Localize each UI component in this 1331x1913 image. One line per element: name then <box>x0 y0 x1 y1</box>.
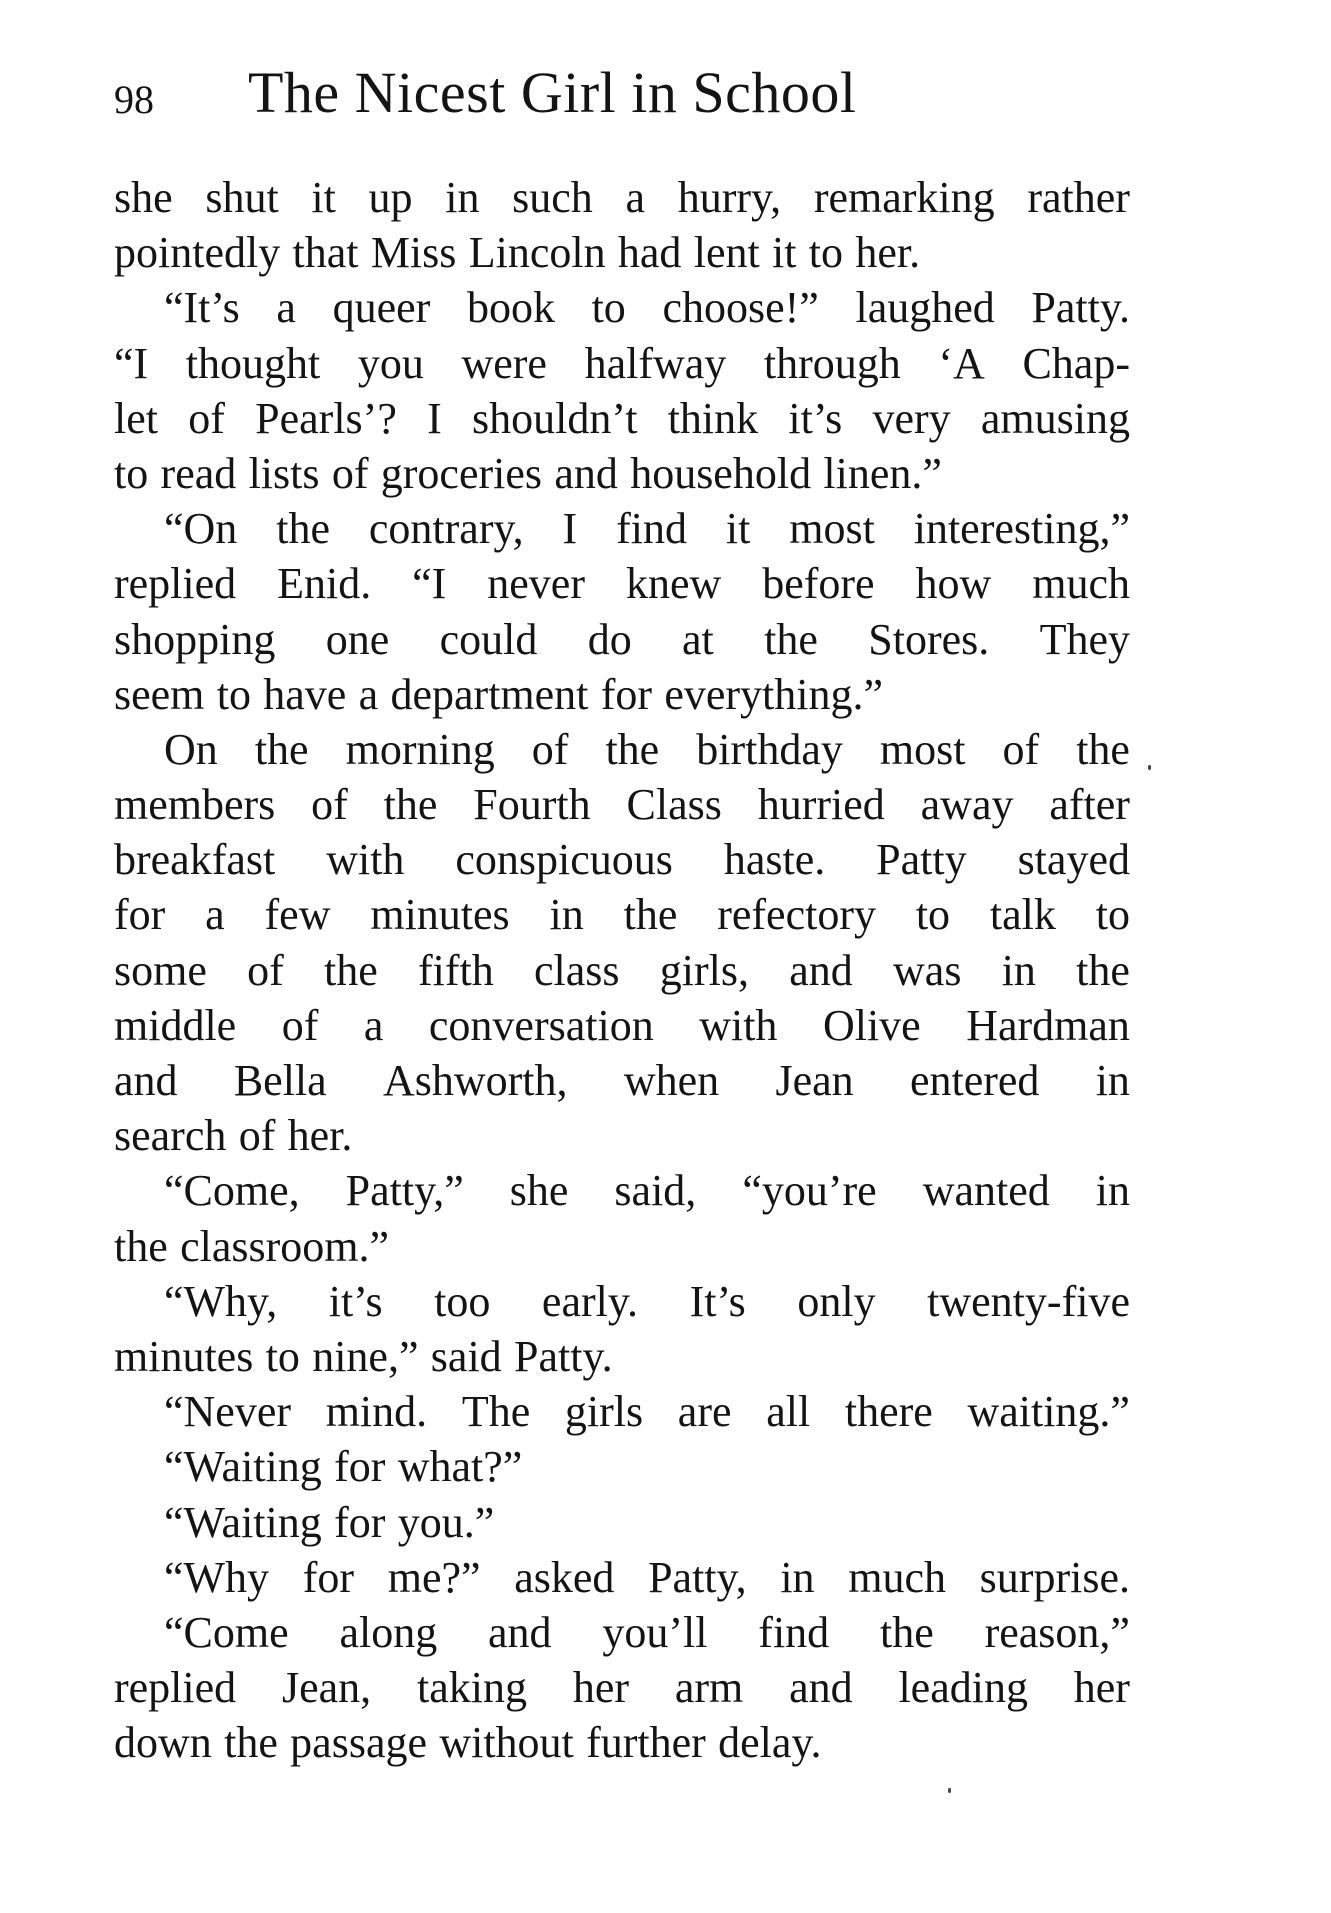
word: to <box>216 669 251 719</box>
word: Pearls’? <box>255 393 397 443</box>
word: It’s <box>689 1276 746 1326</box>
word: the <box>623 890 678 940</box>
word: surprise. <box>979 1552 1130 1602</box>
word: said, <box>614 1166 697 1216</box>
word: knew <box>625 559 722 609</box>
word: classroom.” <box>180 1221 390 1271</box>
page-number: 98 <box>114 77 154 122</box>
word: “On <box>164 504 238 554</box>
word: Hardman <box>966 1000 1130 1050</box>
word: class <box>534 945 620 995</box>
word: few <box>264 890 331 940</box>
word: laughed <box>855 283 995 333</box>
word: to <box>1095 890 1130 940</box>
word: “Why <box>164 1552 270 1602</box>
word: had <box>617 228 682 278</box>
word: most <box>789 504 875 554</box>
word: birthday <box>696 724 843 774</box>
word: Jean <box>775 1056 854 1105</box>
word: to <box>808 228 844 278</box>
word: The <box>461 1387 531 1437</box>
word: in <box>1001 945 1036 995</box>
word: “Come, <box>164 1166 300 1216</box>
word: with <box>326 835 405 885</box>
word: what?” <box>397 1442 523 1492</box>
word: remarking <box>813 173 995 222</box>
word: and <box>554 448 618 498</box>
word: linen.” <box>823 448 942 498</box>
word: girls, <box>659 945 750 995</box>
word: such <box>512 173 593 222</box>
word: “Waiting <box>164 1497 322 1547</box>
word: search <box>114 1111 227 1161</box>
ink-speck <box>1148 765 1151 770</box>
word: much <box>848 1552 946 1602</box>
word: hurry, <box>677 173 782 222</box>
word: of <box>331 448 369 498</box>
word: she <box>509 1166 569 1216</box>
word: Lincoln <box>468 228 606 278</box>
word: a <box>358 669 379 719</box>
word: On <box>164 724 218 774</box>
word: in <box>1095 1166 1130 1216</box>
word: interesting,” <box>913 504 1130 554</box>
word: I <box>562 504 578 554</box>
word: “It’s <box>164 283 240 333</box>
word: at <box>682 614 714 664</box>
word: of <box>188 393 225 443</box>
word: breakfast <box>114 835 276 885</box>
text-line <box>114 1163 1130 1218</box>
word: thought <box>185 338 321 388</box>
word: and <box>488 1607 552 1657</box>
word: taking <box>417 1663 527 1713</box>
word: the <box>1076 724 1130 774</box>
word: groceries <box>380 448 543 498</box>
word: the <box>1076 945 1130 995</box>
text-line <box>114 1219 1130 1274</box>
word: entered <box>909 1056 1040 1105</box>
word: seem <box>114 669 205 719</box>
word: arm <box>674 1663 744 1713</box>
word: much <box>1032 559 1130 609</box>
word: twenty-five <box>927 1276 1130 1326</box>
word: without <box>439 1718 574 1768</box>
word: members <box>114 780 276 830</box>
word: halfway <box>584 338 727 388</box>
word: and <box>114 1056 178 1105</box>
word: everything.” <box>664 669 884 719</box>
page-header <box>114 58 1144 128</box>
word: and <box>789 1663 853 1713</box>
word: it <box>772 228 797 278</box>
text-line <box>114 1384 1130 1439</box>
word: Patty. <box>1031 283 1130 333</box>
word: lent <box>693 228 760 278</box>
word: minutes <box>114 1331 254 1381</box>
word: of <box>531 724 569 774</box>
word: conspicuous <box>455 835 673 885</box>
word: one <box>325 614 390 664</box>
word: household <box>630 448 812 498</box>
text-line <box>114 1715 1130 1770</box>
word: with <box>699 1000 778 1050</box>
word: I <box>427 393 442 443</box>
word: it <box>725 504 751 554</box>
word: Stores. <box>868 614 990 664</box>
word: “I <box>114 338 149 388</box>
word: think <box>667 393 759 443</box>
word: for <box>334 1497 386 1547</box>
ink-speck <box>948 1788 951 1793</box>
word: mind. <box>325 1387 428 1437</box>
word: it’s <box>788 393 843 443</box>
word: a <box>276 283 296 333</box>
word: very <box>872 393 951 443</box>
running-title: The Nicest Girl in School <box>248 60 857 125</box>
word: girls <box>564 1387 644 1437</box>
word: read <box>160 448 237 498</box>
word: you’ll <box>602 1607 708 1657</box>
word: for <box>600 669 653 719</box>
text-line <box>114 612 1130 667</box>
word: how <box>915 559 992 609</box>
word: most <box>879 724 966 774</box>
word: middle <box>114 1000 237 1050</box>
word: choose!” <box>662 283 819 333</box>
text-line <box>114 556 1130 611</box>
word: replied <box>114 559 237 609</box>
word: the <box>276 504 330 554</box>
text-line <box>114 1550 1130 1605</box>
word: Patty. <box>514 1331 613 1381</box>
word: haste. <box>723 835 826 885</box>
text-line <box>114 446 1130 501</box>
word: asked <box>514 1552 615 1602</box>
word: do <box>587 614 632 664</box>
word: “Never <box>164 1387 292 1437</box>
word: the <box>324 945 378 995</box>
word: let <box>114 393 158 443</box>
text-line <box>114 1495 1130 1550</box>
word: stayed <box>1017 835 1130 885</box>
word: that <box>292 228 359 278</box>
word: the <box>254 724 309 774</box>
word: wanted <box>922 1166 1050 1216</box>
text-line <box>114 1053 1130 1108</box>
word: pointedly <box>114 228 281 278</box>
word: find <box>616 504 687 554</box>
word: for <box>334 1442 386 1492</box>
text-line <box>114 887 1130 942</box>
text-line <box>114 722 1130 777</box>
word: shouldn’t <box>472 393 638 443</box>
word: to <box>114 448 149 498</box>
word: to <box>591 283 626 333</box>
word: waiting.” <box>967 1387 1130 1437</box>
word: of <box>311 780 348 830</box>
word: contrary, <box>368 504 524 554</box>
word: “you’re <box>742 1166 877 1216</box>
word: the <box>383 780 438 830</box>
text-line <box>114 1274 1130 1329</box>
text-line <box>114 336 1130 391</box>
word: fifth <box>418 945 494 995</box>
word: passage <box>290 1718 428 1768</box>
word: for <box>114 890 166 940</box>
word: talk <box>989 890 1056 940</box>
body-text <box>114 170 1130 1770</box>
word: in <box>1095 1056 1130 1105</box>
word: the <box>764 614 818 664</box>
word: early. <box>541 1276 638 1326</box>
word: Patty,” <box>345 1166 464 1216</box>
text-line <box>114 1329 1130 1384</box>
word: Patty <box>876 835 967 885</box>
word: rather <box>1027 173 1130 222</box>
word: of <box>238 1111 276 1161</box>
text-line <box>114 501 1130 556</box>
word: Jean, <box>282 1663 372 1713</box>
word: reason,” <box>984 1607 1130 1657</box>
word: never <box>487 559 585 609</box>
text-line <box>114 777 1130 832</box>
text-line <box>114 832 1130 887</box>
word: some <box>114 945 207 995</box>
word: away <box>920 780 1014 830</box>
word: ‘A <box>938 338 985 388</box>
word: in <box>549 890 584 940</box>
word: only <box>797 1276 876 1326</box>
word: there <box>844 1387 933 1437</box>
word: in <box>780 1552 815 1602</box>
word: Bella <box>233 1056 327 1105</box>
word: a <box>625 173 646 222</box>
word: through <box>763 338 901 388</box>
word: refectory <box>717 890 876 940</box>
word: too <box>434 1276 491 1326</box>
word: “Why, <box>164 1276 278 1326</box>
text-line <box>114 1439 1130 1494</box>
word: minutes <box>370 890 510 940</box>
word: she <box>114 173 173 222</box>
word: the <box>114 1221 168 1271</box>
word: They <box>1039 614 1130 664</box>
word: delay. <box>718 1718 822 1768</box>
word: Ashworth, <box>382 1056 568 1105</box>
word: was <box>893 945 962 995</box>
word: find <box>758 1607 830 1657</box>
word: “Come <box>164 1607 289 1657</box>
word: replied <box>114 1663 237 1713</box>
word: hurried <box>757 780 885 830</box>
word: a <box>363 1000 384 1050</box>
text-line <box>114 998 1130 1053</box>
word: conversation <box>428 1000 654 1050</box>
word: to <box>265 1331 300 1381</box>
text-line <box>114 943 1130 998</box>
word: to <box>915 890 951 940</box>
word: her. <box>287 1111 353 1161</box>
text-line <box>114 1605 1130 1660</box>
word: when <box>623 1056 720 1105</box>
text-line <box>114 1660 1130 1715</box>
word: book <box>466 283 555 333</box>
word: her <box>1073 1663 1130 1713</box>
word: morning <box>345 724 495 774</box>
word: along <box>339 1607 438 1657</box>
text-line <box>114 1108 1130 1163</box>
word: Class <box>626 780 722 830</box>
word: lists <box>248 448 320 498</box>
text-line <box>114 170 1130 225</box>
word: it <box>311 173 336 222</box>
word: of <box>247 945 284 995</box>
word: it’s <box>328 1276 383 1326</box>
word: you.” <box>397 1497 495 1547</box>
word: Miss <box>370 228 457 278</box>
word: down <box>114 1718 212 1768</box>
word: Enid. <box>277 559 372 609</box>
text-line <box>114 225 1130 280</box>
text-line <box>114 280 1130 335</box>
word: the <box>605 724 660 774</box>
word: and <box>789 945 853 995</box>
word: the <box>224 1718 278 1768</box>
word: of <box>281 1000 319 1050</box>
text-line <box>114 667 1130 722</box>
word: shut <box>205 173 279 222</box>
word: leading <box>898 1663 1028 1713</box>
word: for <box>302 1552 355 1602</box>
word: her <box>572 1663 630 1713</box>
word: are <box>677 1387 732 1437</box>
word: of <box>1002 724 1040 774</box>
text-line <box>114 391 1130 446</box>
word: were <box>461 338 547 388</box>
word: “I <box>412 559 447 609</box>
word: department <box>390 669 589 719</box>
word: Chap- <box>1022 338 1130 388</box>
word: have <box>263 669 347 719</box>
word: amusing <box>980 393 1130 443</box>
word: you <box>357 338 424 388</box>
word: me?” <box>387 1552 481 1602</box>
word: shopping <box>114 614 276 664</box>
word: nine,” <box>312 1331 419 1381</box>
word: “Waiting <box>164 1442 322 1492</box>
word: Fourth <box>473 780 591 830</box>
word: could <box>439 614 538 664</box>
word: Patty, <box>648 1552 747 1602</box>
word: said <box>430 1331 502 1381</box>
word: the <box>880 1607 934 1657</box>
word: up <box>368 173 413 222</box>
word: queer <box>332 283 431 333</box>
word: before <box>762 559 875 609</box>
word: her. <box>855 228 921 278</box>
word: all <box>766 1387 811 1437</box>
word: further <box>586 1718 706 1768</box>
word: after <box>1049 780 1130 830</box>
word: a <box>205 890 225 940</box>
word: in <box>445 173 480 222</box>
word: Olive <box>822 1000 921 1050</box>
